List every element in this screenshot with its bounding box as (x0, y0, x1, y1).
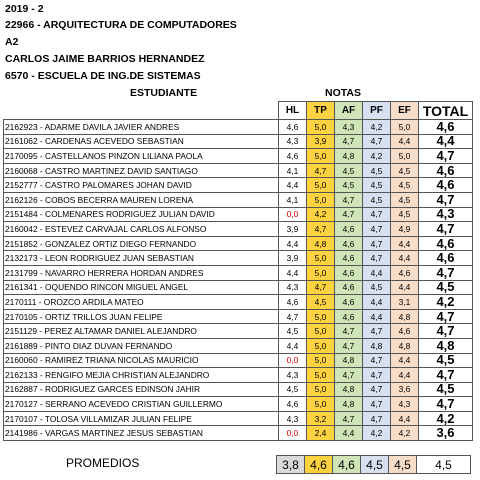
grade-cell-total: 4,5 (419, 382, 473, 397)
grades-header-row (4, 102, 473, 120)
grade-cell-pf: 4,5 (363, 163, 391, 178)
student-name-cell: 2170111 - OROZCO ARDILA MATEO (4, 295, 279, 310)
table-row (4, 411, 473, 426)
student-name-cell: 2151852 - GONZALEZ ORTIZ DIEGO FERNANDO (4, 236, 279, 251)
col-header-hl: HL (279, 102, 307, 120)
grade-cell-af: 4,7 (335, 324, 363, 339)
table-row (4, 426, 473, 441)
student-name-cell: 2152777 - CASTRO PALOMARES JOHAN DAVID (4, 178, 279, 193)
grade-cell-tp: 5,0 (307, 338, 335, 353)
grade-cell-hl: 4,5 (279, 324, 307, 339)
grade-cell-total: 4,6 (419, 178, 473, 193)
grade-cell-tp: 3,9 (307, 134, 335, 149)
grade-cell-hl: 0,0 (279, 353, 307, 368)
table-row (4, 207, 473, 222)
table-row (4, 280, 473, 295)
grade-cell-tp: 5,0 (307, 353, 335, 368)
table-row (4, 120, 473, 135)
grade-cell-ef: 4,4 (391, 280, 419, 295)
grade-cell-ef: 4,4 (391, 353, 419, 368)
prom-af: 4,6 (333, 456, 361, 474)
grade-cell-pf: 4,8 (363, 338, 391, 353)
grade-cell-af: 4,6 (335, 280, 363, 295)
student-name-cell: 2132173 - LEON RODRIGUEZ JUAN SEBASTIAN (4, 251, 279, 266)
grade-cell-af: 4,8 (335, 382, 363, 397)
grade-cell-af: 4,7 (335, 192, 363, 207)
grade-cell-af: 4,7 (335, 411, 363, 426)
grade-cell-ef: 4,6 (391, 324, 419, 339)
grade-cell-pf: 4,7 (363, 134, 391, 149)
grade-cell-af: 4,4 (335, 426, 363, 441)
grade-cell-pf: 4,7 (363, 222, 391, 237)
grade-cell-hl: 4,3 (279, 411, 307, 426)
grade-cell-tp: 3,2 (307, 411, 335, 426)
grade-cell-tp: 5,0 (307, 149, 335, 164)
grade-cell-pf: 4,7 (363, 353, 391, 368)
table-row (4, 295, 473, 310)
grade-cell-total: 4,8 (419, 338, 473, 353)
grade-cell-total: 4,4 (419, 134, 473, 149)
grade-cell-total: 4,5 (419, 280, 473, 295)
table-row (4, 265, 473, 280)
grade-cell-tp: 5,0 (307, 265, 335, 280)
student-name-cell: 2161889 - PINTO DIAZ DUVAN FERNANDO (4, 338, 279, 353)
table-row (4, 353, 473, 368)
grade-cell-af: 4,6 (335, 295, 363, 310)
grade-cell-tp: 5,0 (307, 382, 335, 397)
grade-cell-hl: 4,1 (279, 163, 307, 178)
grade-cell-pf: 4,7 (363, 397, 391, 412)
grade-cell-hl: 4,6 (279, 295, 307, 310)
col-header-af: AF (335, 102, 363, 120)
grade-cell-tp: 4,7 (307, 280, 335, 295)
grade-cell-af: 4,5 (335, 163, 363, 178)
student-name-cell: 2161341 - OQUENDO RINCON MIGUEL ANGEL (4, 280, 279, 295)
grade-cell-hl: 3,9 (279, 251, 307, 266)
grade-cell-tp: 5,0 (307, 178, 335, 193)
grade-cell-af: 4,8 (335, 397, 363, 412)
professor-label: CARLOS JAIME BARRIOS HERNANDEZ (5, 53, 205, 65)
grade-cell-pf: 4,2 (363, 120, 391, 135)
col-header-pf: PF (363, 102, 391, 120)
grade-cell-total: 4,7 (419, 309, 473, 324)
grade-cell-total: 4,7 (419, 222, 473, 237)
grade-cell-tp: 5,0 (307, 397, 335, 412)
grade-cell-af: 4,8 (335, 149, 363, 164)
grade-cell-pf: 4,7 (363, 382, 391, 397)
student-name-cell: 2160042 - ESTEVEZ CARVAJAL CARLOS ALFONSO (4, 222, 279, 237)
student-name-cell: 2160068 - CASTRO MARTINEZ DAVID SANTIAGO (4, 163, 279, 178)
grade-cell-pf: 4,7 (363, 236, 391, 251)
prom-tp: 4,6 (305, 456, 333, 474)
grade-cell-hl: 4,7 (279, 309, 307, 324)
grade-cell-total: 3,6 (419, 426, 473, 441)
grade-cell-af: 4,3 (335, 120, 363, 135)
grade-cell-hl: 4,1 (279, 192, 307, 207)
group-label: A2 (5, 36, 19, 48)
grade-cell-af: 4,7 (335, 207, 363, 222)
student-name-cell: 2131799 - NAVARRO HERRERA HORDAN ANDRES (4, 265, 279, 280)
grade-cell-pf: 4,5 (363, 192, 391, 207)
grade-cell-pf: 4,5 (363, 178, 391, 193)
student-name-cell: 2160060 - RAMIREZ TRIANA NICOLAS MAURICIO (4, 353, 279, 368)
grade-cell-total: 4,6 (419, 236, 473, 251)
grade-cell-ef: 3,1 (391, 295, 419, 310)
grade-cell-hl: 4,6 (279, 397, 307, 412)
grade-cell-total: 4,7 (419, 192, 473, 207)
table-row (4, 149, 473, 164)
grade-cell-tp: 4,7 (307, 222, 335, 237)
grade-cell-tp: 5,0 (307, 368, 335, 383)
grade-cell-hl: 4,6 (279, 149, 307, 164)
grade-cell-hl: 4,4 (279, 338, 307, 353)
grade-cell-total: 4,3 (419, 207, 473, 222)
grade-cell-tp: 5,0 (307, 192, 335, 207)
table-row (4, 236, 473, 251)
grade-cell-total: 4,6 (419, 251, 473, 266)
grade-cell-tp: 5,0 (307, 120, 335, 135)
grade-cell-ef: 4,5 (391, 192, 419, 207)
grade-cell-af: 4,6 (335, 236, 363, 251)
grade-cell-tp: 5,0 (307, 309, 335, 324)
grade-cell-ef: 4,4 (391, 251, 419, 266)
promedios-row (277, 456, 471, 474)
table-row (4, 222, 473, 237)
grade-cell-ef: 4,8 (391, 309, 419, 324)
table-row (4, 309, 473, 324)
grades-table (3, 101, 473, 441)
grade-cell-total: 4,7 (419, 368, 473, 383)
table-row (4, 134, 473, 149)
grade-cell-pf: 4,2 (363, 149, 391, 164)
table-row (4, 163, 473, 178)
grade-cell-ef: 4,5 (391, 178, 419, 193)
grade-cell-af: 4,5 (335, 178, 363, 193)
grade-cell-tp: 4,7 (307, 163, 335, 178)
grade-cell-hl: 4,4 (279, 236, 307, 251)
grade-cell-ef: 4,2 (391, 426, 419, 441)
grade-cell-pf: 4,5 (363, 280, 391, 295)
grade-cell-hl: 4,3 (279, 368, 307, 383)
student-name-cell: 2170105 - ORTIZ TRILLOS JUAN FELIPE (4, 309, 279, 324)
grade-cell-af: 4,6 (335, 251, 363, 266)
grade-cell-total: 4,7 (419, 397, 473, 412)
student-name-cell: 2162126 - COBOS BECERRA MAUREN LORENA (4, 192, 279, 207)
grade-cell-hl: 0,0 (279, 207, 307, 222)
prom-pf: 4,5 (361, 456, 389, 474)
grade-cell-pf: 4,7 (363, 368, 391, 383)
grade-cell-tp: 4,5 (307, 295, 335, 310)
table-row (4, 178, 473, 193)
grade-cell-total: 4,7 (419, 265, 473, 280)
student-name-cell: 2162887 - RODRIGUEZ GARCES EDINSON JAHIR (4, 382, 279, 397)
student-name-cell: 2161062 - CARDENAS ACEVEDO SEBASTIAN (4, 134, 279, 149)
grade-cell-ef: 4,9 (391, 222, 419, 237)
prom-ef: 4,5 (389, 456, 417, 474)
grade-cell-af: 4,8 (335, 353, 363, 368)
grade-cell-ef: 4,5 (391, 207, 419, 222)
grade-cell-ef: 5,0 (391, 149, 419, 164)
col-header-ef: EF (391, 102, 419, 120)
grade-cell-af: 4,6 (335, 309, 363, 324)
grade-cell-ef: 4,4 (391, 134, 419, 149)
prom-hl: 3,8 (277, 456, 305, 474)
grade-cell-af: 4,6 (335, 265, 363, 280)
grade-cell-ef: 5,0 (391, 120, 419, 135)
grade-cell-af: 4,7 (335, 368, 363, 383)
grade-cell-pf: 4,7 (363, 251, 391, 266)
promedios-table (276, 455, 471, 474)
notas-heading: NOTAS (325, 87, 361, 99)
grade-cell-tp: 4,2 (307, 207, 335, 222)
grade-cell-ef: 3,6 (391, 382, 419, 397)
blank-header-cell (4, 102, 279, 120)
grade-cell-ef: 4,4 (391, 236, 419, 251)
grade-cell-af: 4,6 (335, 222, 363, 237)
table-row (4, 338, 473, 353)
student-name-cell: 2151129 - PEREZ ALTAMAR DANIEL ALEJANDRO (4, 324, 279, 339)
grade-cell-pf: 4,7 (363, 207, 391, 222)
student-name-cell: 2151484 - COLMENARES RODRIGUEZ JULIAN DAVID (4, 207, 279, 222)
prom-total: 4,5 (417, 456, 471, 474)
grade-cell-total: 4,6 (419, 120, 473, 135)
promedios-label: PROMEDIOS (66, 456, 140, 470)
grade-cell-total: 4,6 (419, 163, 473, 178)
student-name-cell: 2170127 - SERRANO ACEVEDO CRISTIAN GUILLERMO (4, 397, 279, 412)
grade-cell-pf: 4,4 (363, 309, 391, 324)
table-row (4, 324, 473, 339)
table-row (4, 397, 473, 412)
student-name-cell: 2162923 - ADARME DAVILA JAVIER ANDRES (4, 120, 279, 135)
grade-cell-hl: 4,6 (279, 120, 307, 135)
grade-cell-ef: 4,4 (391, 411, 419, 426)
grade-cell-total: 4,7 (419, 324, 473, 339)
col-header-tp: TP (307, 102, 335, 120)
grade-cell-tp: 2,4 (307, 426, 335, 441)
grade-cell-tp: 5,0 (307, 324, 335, 339)
grade-cell-pf: 4,2 (363, 426, 391, 441)
grade-cell-tp: 4,8 (307, 236, 335, 251)
col-header-total: TOTAL (419, 102, 473, 120)
grade-cell-total: 4,7 (419, 149, 473, 164)
grade-cell-total: 4,2 (419, 411, 473, 426)
student-name-cell: 2141986 - VARGAS MARTINEZ JESUS SEBASTIAN (4, 426, 279, 441)
grade-cell-hl: 4,3 (279, 134, 307, 149)
grade-cell-hl: 4,5 (279, 382, 307, 397)
grade-cell-hl: 4,4 (279, 265, 307, 280)
grade-cell-pf: 4,7 (363, 324, 391, 339)
course-label: 22966 - ARQUITECTURA DE COMPUTADORES (5, 19, 237, 31)
table-row (4, 192, 473, 207)
estudiante-heading: ESTUDIANTE (130, 87, 198, 99)
grade-cell-hl: 3,9 (279, 222, 307, 237)
table-row (4, 251, 473, 266)
school-label: 6570 - ESCUELA DE ING.DE SISTEMAS (5, 70, 201, 82)
grade-cell-hl: 4,4 (279, 178, 307, 193)
grade-cell-ef: 4,6 (391, 265, 419, 280)
grade-cell-tp: 5,0 (307, 251, 335, 266)
grade-cell-pf: 4,7 (363, 411, 391, 426)
student-name-cell: 2162133 - RENGIFO MEJIA CHRISTIAN ALEJANDRO (4, 368, 279, 383)
table-row (4, 382, 473, 397)
table-row (4, 368, 473, 383)
grade-cell-hl: 4,3 (279, 280, 307, 295)
grade-cell-af: 4,7 (335, 134, 363, 149)
grade-cell-ef: 4,4 (391, 368, 419, 383)
term-label: 2019 - 2 (5, 3, 44, 15)
grade-cell-pf: 4,4 (363, 265, 391, 280)
grade-cell-total: 4,2 (419, 295, 473, 310)
grade-cell-pf: 4,4 (363, 295, 391, 310)
student-name-cell: 2170095 - CASTELLANOS PINZON LILIANA PAOLA (4, 149, 279, 164)
student-name-cell: 2170107 - TOLOSA VILLAMIZAR JULIAN FELIPE (4, 411, 279, 426)
grade-cell-ef: 4,8 (391, 338, 419, 353)
grade-cell-af: 4,7 (335, 338, 363, 353)
grade-cell-ef: 4,3 (391, 397, 419, 412)
grade-cell-ef: 4,5 (391, 163, 419, 178)
grade-cell-hl: 0,0 (279, 426, 307, 441)
grade-cell-total: 4,5 (419, 353, 473, 368)
